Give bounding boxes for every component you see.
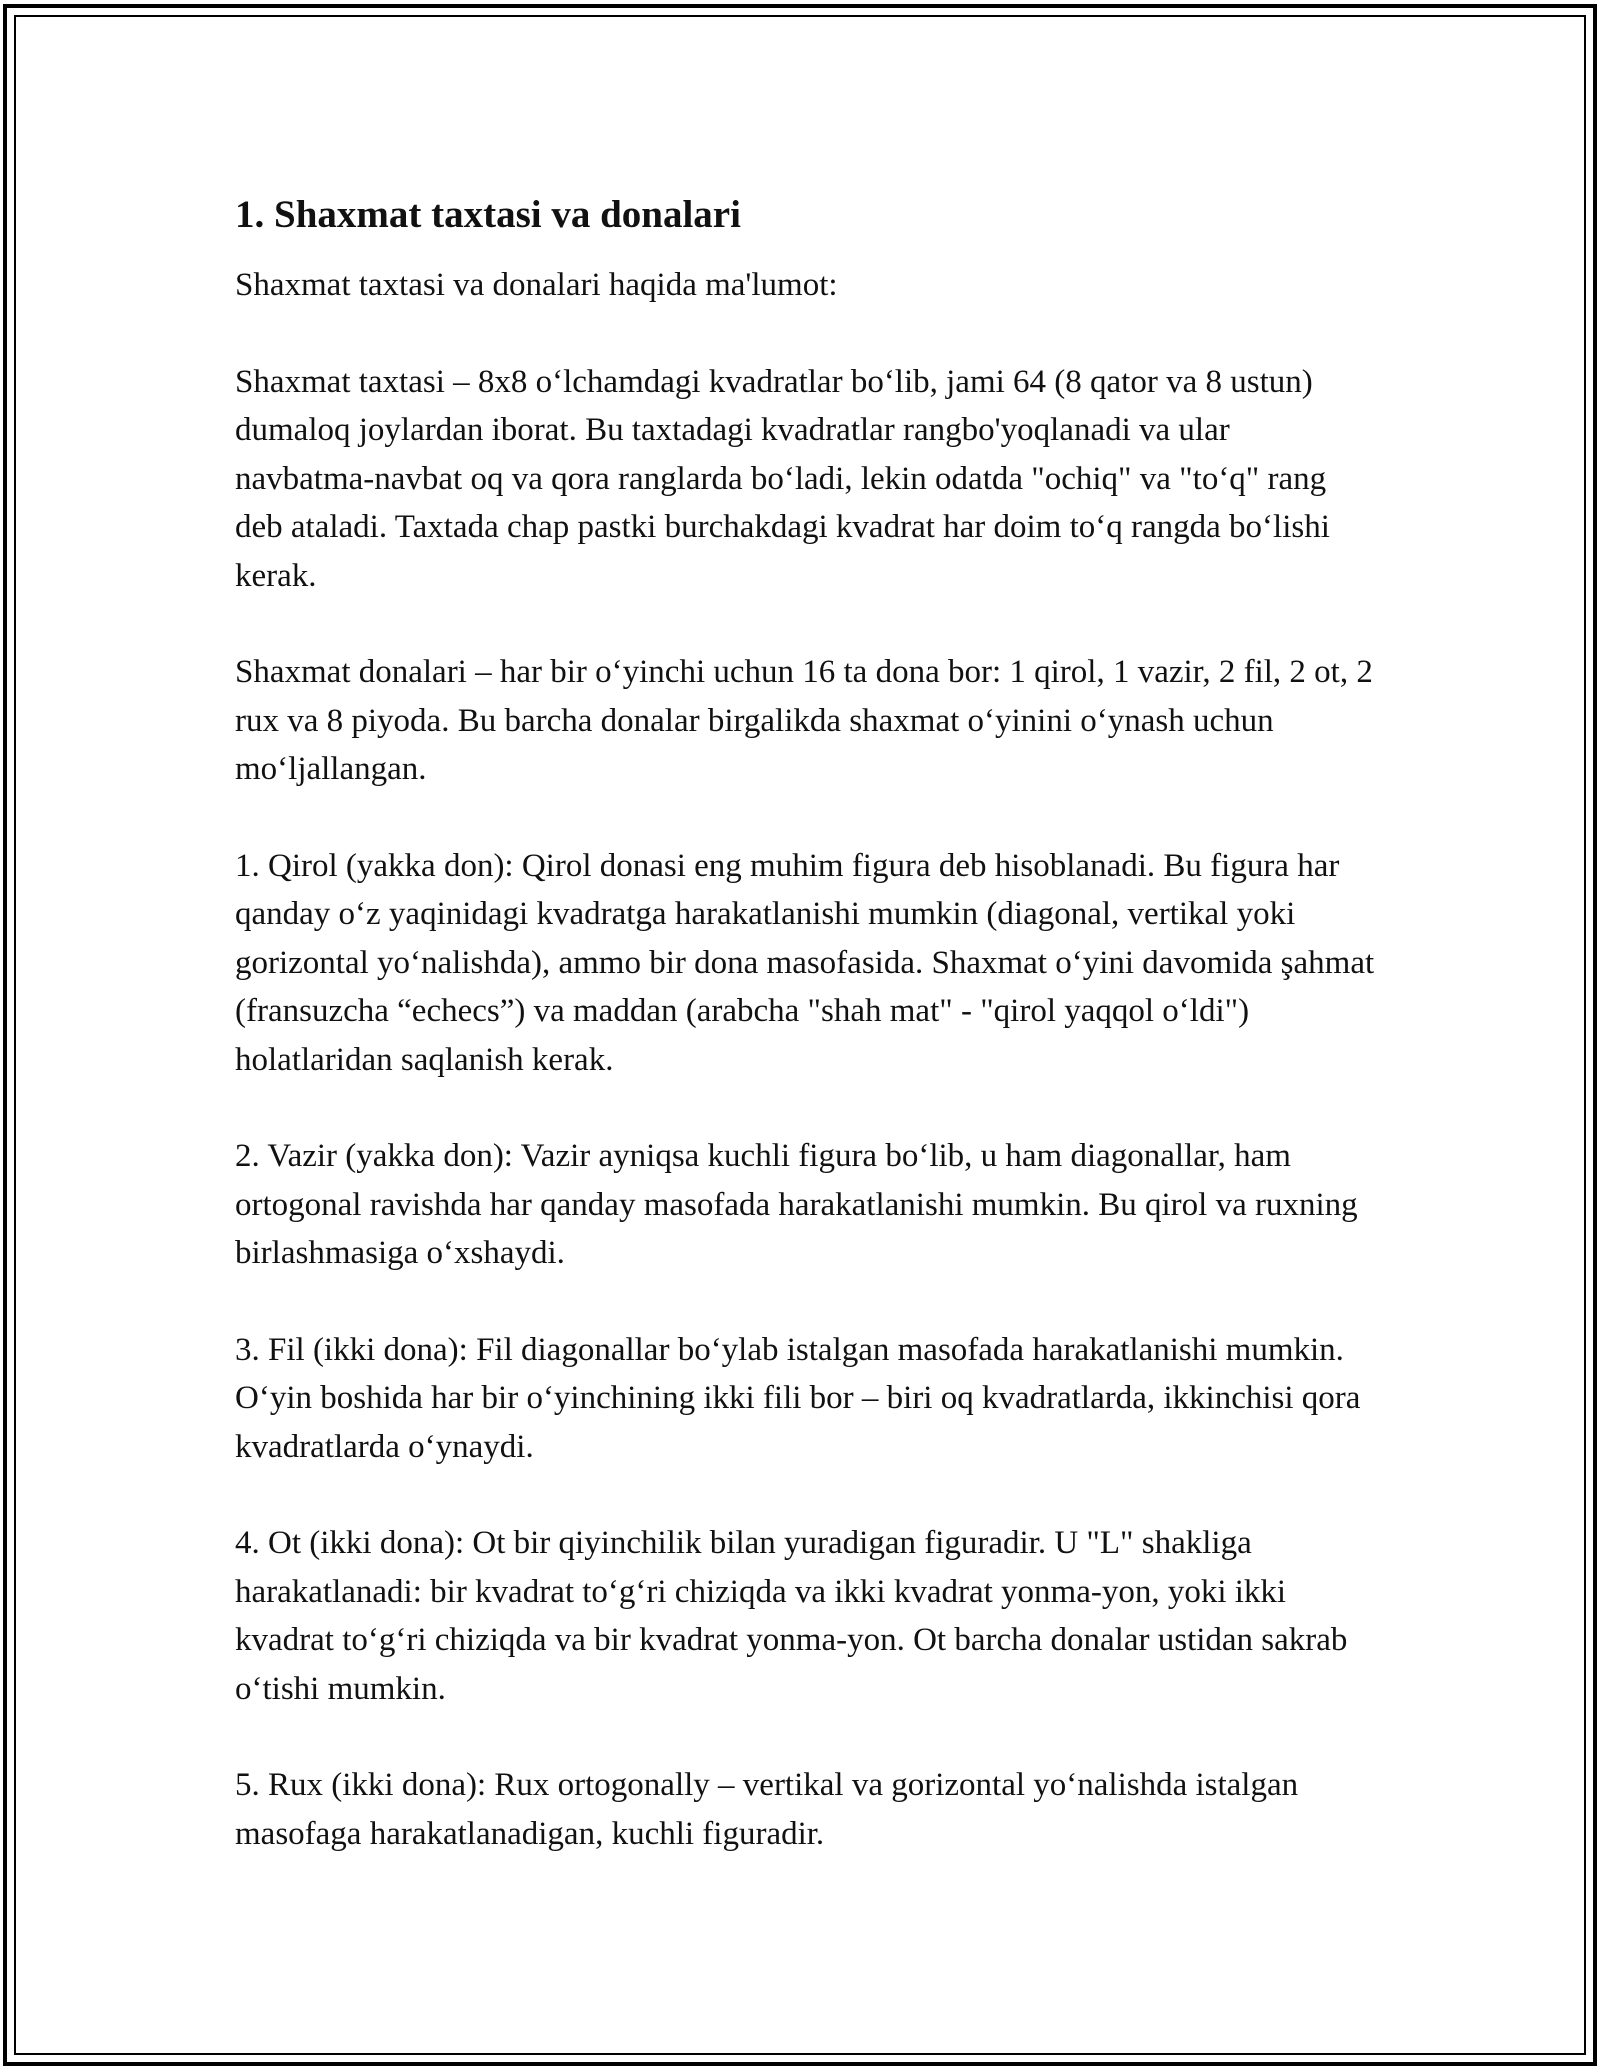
king-paragraph: 1. Qirol (yakka don): Qirol donasi eng muhim figura deb hisoblanadi. Bu figura har qanday oʻz yaqinidagi kvadratga harakatlanishi mumkin (diagonal, vertikal yoki gorizontal yoʻnalishda), ammo bir dona masofasida. Shaxmat oʻyini davomida şahmat (fransuzcha “echecs”) va maddan (arabcha "shah mat" - "qirol yaqqol oʻldi") holatlaridan saqlanish kerak. bbox=[235, 847, 1375, 1078]
section-heading: 1. Shaxmat taxtasi va donalari bbox=[235, 193, 741, 236]
board-paragraph: Shaxmat taxtasi – 8x8 oʻlchamdagi kvadratlar boʻlib, jami 64 (8 qator va 8 ustun) dumaloq joylardan iborat. Bu taxtadagi kvadratlar rangbo'yoqlanadi va ular navbatma-navbat oq va qora ranglarda boʻladi, lekin odatda "ochiq" va "toʻq" rang deb ataladi. Taxtada chap pastki burchakdagi kvadrat har doim toʻq rangda boʻlishi kerak. bbox=[235, 363, 1330, 594]
queen-paragraph: 2. Vazir (yakka don): Vazir ayniqsa kuchli figura boʻlib, u ham diagonallar, ham ortogonal ravishda har qanday masofada harakatlanishi mumkin. Bu qirol va ruxning birlashmasiga oʻxshaydi. bbox=[235, 1138, 1358, 1271]
intro-paragraph: Shaxmat taxtasi va donalari haqida ma'lumot: bbox=[235, 267, 838, 303]
pieces-paragraph: Shaxmat donalari – har bir oʻyinchi uchun 16 ta dona bor: 1 qirol, 1 vazir, 2 fil, 2 ot, 2 rux va 8 piyoda. Bu barcha donalar birgalikda shaxmat oʻyinini oʻynash uchun moʻljallangan. bbox=[235, 654, 1373, 787]
bishop-paragraph: 3. Fil (ikki dona): Fil diagonallar boʻylab istalgan masofada harakatlanishi mumkin. Oʻyin boshida har bir oʻyinchining ikki fili bor – biri oq kvadratlarda, ikkinchisi qora kvadratlarda oʻynaydi. bbox=[235, 1331, 1361, 1465]
knight-paragraph: 4. Ot (ikki dona): Ot bir qiyinchilik bilan yuradigan figuradir. U "L" shakliga harakatlanadi: bir kvadrat toʻgʻri chiziqda va ikki kvadrat yonma-yon, yoki ikki kvadrat toʻgʻri chiziqda va bir kvadrat yonma-yon. Ot barcha donalar ustidan sakrab oʻtishi mumkin. bbox=[235, 1525, 1348, 1707]
rook-paragraph: 5. Rux (ikki dona): Rux ortogonally – vertikal va gorizontal yoʻnalishda istalgan masofaga harakatlanadigan, kuchli figuradir. bbox=[235, 1767, 1299, 1852]
document-body bbox=[235, 183, 1375, 1858]
